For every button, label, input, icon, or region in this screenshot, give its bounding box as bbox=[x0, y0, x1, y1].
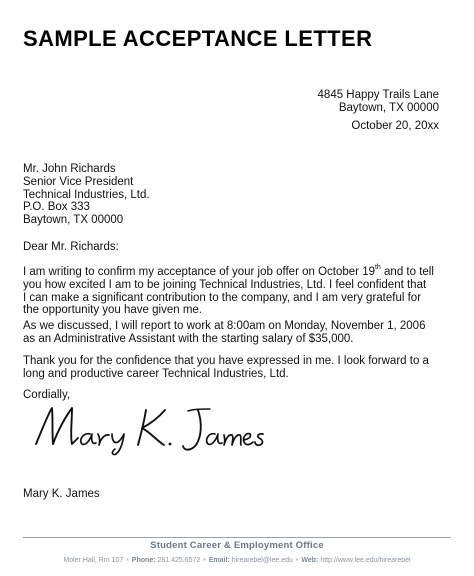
footer-phone: 281.425.6572 bbox=[157, 557, 201, 564]
salutation: Dear Mr. Richards: bbox=[23, 241, 119, 253]
footer-separator: • bbox=[126, 557, 129, 564]
paragraph-line: you how excited I am to be joining Technical Industries, Ltd. I feel confident that bbox=[23, 278, 427, 291]
footer-phone-label: Phone: bbox=[131, 557, 156, 564]
recipient-name: Mr. John Richards bbox=[23, 163, 116, 175]
paragraph-acceptance bbox=[23, 266, 453, 317]
recipient-company: Technical Industries, Ltd. bbox=[23, 188, 150, 201]
sender-street: 4845 Happy Trails Lane bbox=[317, 89, 439, 101]
letter-title: SAMPLE ACCEPTANCE LETTER bbox=[23, 26, 373, 51]
paragraph-line: As we discussed, I will report to work at 8:00am on Monday, November 1, 2006 bbox=[23, 320, 426, 332]
line-text: I am writing to confirm my acceptance of your job offer on October 19 bbox=[23, 266, 375, 278]
line-text: and to tell bbox=[380, 266, 434, 278]
signer-name: Mary K. James bbox=[23, 488, 100, 500]
paragraph-line: Thank you for the confidence that you have expressed in me. I look forward to a bbox=[23, 355, 429, 367]
recipient-box: P.O. Box 333 bbox=[23, 201, 90, 214]
paragraph-thanks bbox=[23, 355, 453, 381]
footer-separator: • bbox=[295, 557, 299, 564]
footer-email-label: Email: bbox=[208, 557, 230, 564]
paragraph-line: as an Administrative Assistant with the starting salary of $35,000. bbox=[23, 332, 354, 345]
closing: Cordially, bbox=[23, 389, 71, 401]
footer-web[interactable]: http://www.lee.edu/hirearebel bbox=[320, 557, 411, 564]
footer-email[interactable]: hirearebel@lee.edu bbox=[231, 557, 293, 564]
paragraph-line bbox=[23, 266, 453, 279]
recipient-address bbox=[23, 163, 150, 227]
recipient-city: Baytown, TX 00000 bbox=[23, 214, 124, 227]
footer-contact-info bbox=[0, 557, 474, 564]
paragraph-line: the opportunity you have given me. bbox=[23, 304, 203, 317]
footer-address: Moler Hall, Rm 107 bbox=[63, 557, 124, 564]
paragraph-start-details bbox=[23, 320, 453, 346]
paragraph-line: long and productive career Technical Industries, Ltd. bbox=[23, 367, 289, 380]
sender-address bbox=[318, 89, 439, 115]
footer-web-label: Web: bbox=[301, 557, 319, 564]
letter-date: October 20, 20xx bbox=[351, 120, 439, 132]
handwritten-signature bbox=[28, 400, 278, 456]
footer-divider bbox=[23, 537, 451, 538]
footer-separator: • bbox=[203, 557, 206, 564]
recipient-position: Senior Vice President bbox=[23, 175, 134, 188]
paragraph-line: I can make a significant contribution to the company, and I am very grateful for bbox=[23, 291, 422, 304]
footer-office-name: Student Career & Employment Office bbox=[150, 540, 324, 551]
ordinal-suffix: th bbox=[374, 264, 381, 272]
sender-city: Baytown, TX 00000 bbox=[338, 102, 439, 114]
